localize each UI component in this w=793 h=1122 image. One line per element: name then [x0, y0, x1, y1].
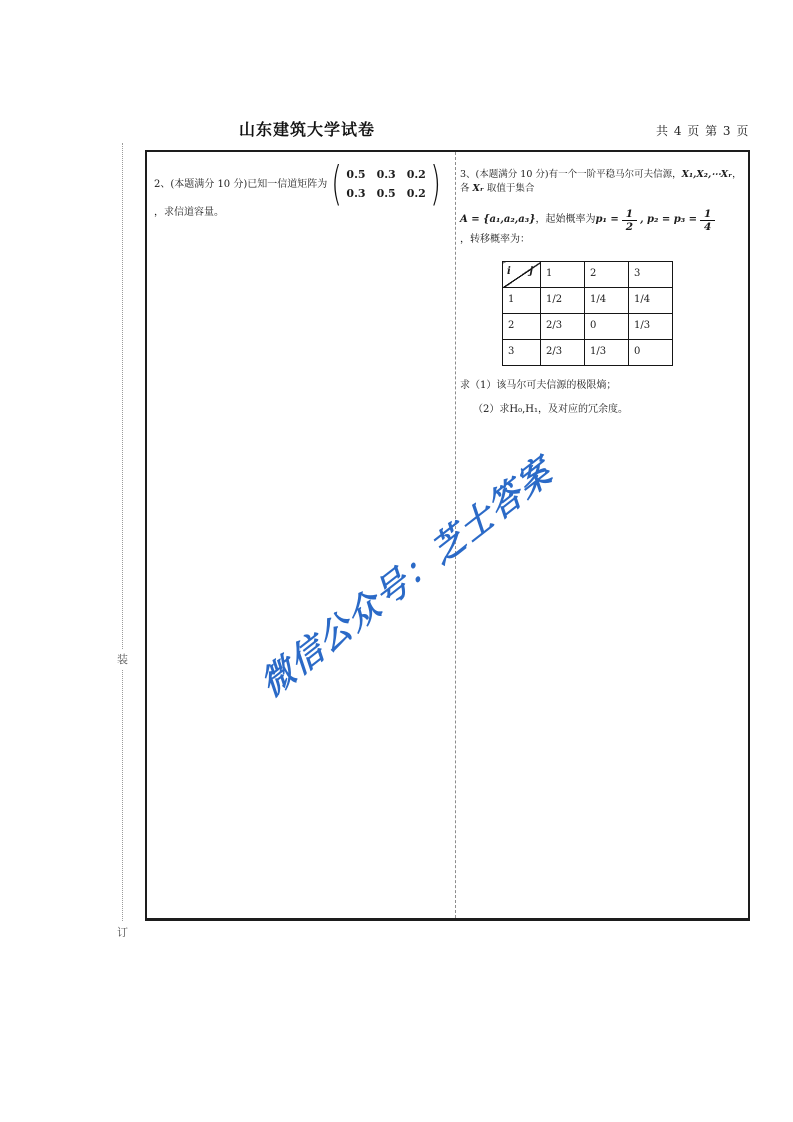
- p1-label: p₁ =: [595, 213, 619, 225]
- question-2: [154, 157, 452, 219]
- table-cell: 1/3: [629, 314, 673, 340]
- col-header: 2: [585, 262, 629, 288]
- binding-char-ding: 订: [112, 922, 133, 942]
- row-header: 2: [503, 314, 541, 340]
- matrix-values: [345, 166, 426, 204]
- fraction-one-half: [622, 208, 637, 233]
- alphabet-set-math: A = {a₁,a₂,a₃}: [460, 213, 536, 225]
- question-3-ask-1: 求（1）该马尔可夫信源的极限熵；: [460, 380, 617, 392]
- matrix-cell: 0.5: [346, 168, 366, 182]
- table-cell: 1/2: [541, 288, 585, 314]
- question-3-text: 3、(本题满分 10 分)有一个一阶平稳马尔可夫信源，: [460, 169, 682, 180]
- binding-char-zhuang: 装: [112, 649, 133, 669]
- col-header: 3: [629, 262, 673, 288]
- exam-content-box: [145, 150, 750, 921]
- question-2-text: 2、(本题满分 10 分)已知一信道矩阵为: [154, 179, 328, 191]
- fraction-numerator: 1: [700, 208, 715, 221]
- matrix-cell: 0.2: [406, 187, 426, 201]
- col-variable-label: j: [529, 266, 533, 278]
- table-row: [503, 288, 673, 314]
- table-cell: 2/3: [541, 314, 585, 340]
- transition-probability-table: [502, 261, 673, 366]
- question-3-line2: [460, 208, 748, 248]
- col-header: 1: [541, 262, 585, 288]
- question-3-ask-2: （2）求H₀,H₁，及对应的冗余度。: [473, 403, 628, 415]
- matrix-right-paren: ): [430, 157, 441, 212]
- matrix-cell: 0.2: [406, 168, 426, 182]
- fraction-denominator: 4: [703, 220, 712, 233]
- fraction-denominator: 2: [625, 220, 634, 233]
- table-cell: 1/4: [585, 288, 629, 314]
- fraction-numerator: 1: [622, 208, 637, 221]
- question-3-text: 取值于集合: [483, 182, 535, 194]
- table-row: [503, 314, 673, 340]
- row-header: 3: [503, 340, 541, 366]
- table-cell: 1/3: [585, 340, 629, 366]
- source-variable-math: Xᵣ: [472, 182, 484, 194]
- exam-title: 山东建筑大学试卷: [239, 120, 376, 139]
- column-divider-line: [455, 152, 456, 918]
- initial-prob-text: ，起始概率为: [535, 213, 596, 225]
- question-3: [460, 168, 748, 417]
- table-cell: 1/4: [629, 288, 673, 314]
- channel-matrix: [328, 157, 444, 212]
- fraction-one-quarter: [700, 208, 715, 233]
- table-header-row: [503, 262, 673, 288]
- watermark-text: 微信公众号：芝士答案: [254, 450, 560, 706]
- page-number-info: 共 4 页 第 3 页: [656, 124, 750, 138]
- matrix-cell: 0.5: [376, 187, 396, 201]
- row-header: 1: [503, 288, 541, 314]
- table-corner-cell: [503, 262, 541, 288]
- question-3-text: ，各: [460, 169, 742, 194]
- table-cell: 0: [629, 340, 673, 366]
- matrix-cell: 0.3: [346, 187, 366, 201]
- p2-p3-label: , p₂ = p₃ =: [640, 213, 697, 225]
- question-3-line1: [460, 168, 748, 196]
- binding-dotted-line: [122, 143, 123, 935]
- row-variable-label: i: [507, 266, 511, 278]
- matrix-cell: 0.3: [376, 168, 396, 182]
- table-cell: 0: [585, 314, 629, 340]
- source-sequence-math: X₁,X₂,⋯Xᵣ: [681, 169, 733, 180]
- table-row: [503, 340, 673, 366]
- table-cell: 2/3: [541, 340, 585, 366]
- matrix-left-paren: (: [331, 157, 343, 212]
- question-2-suffix: ，求信道容量。: [154, 206, 224, 218]
- transition-prob-text: ，转移概率为：: [460, 233, 530, 245]
